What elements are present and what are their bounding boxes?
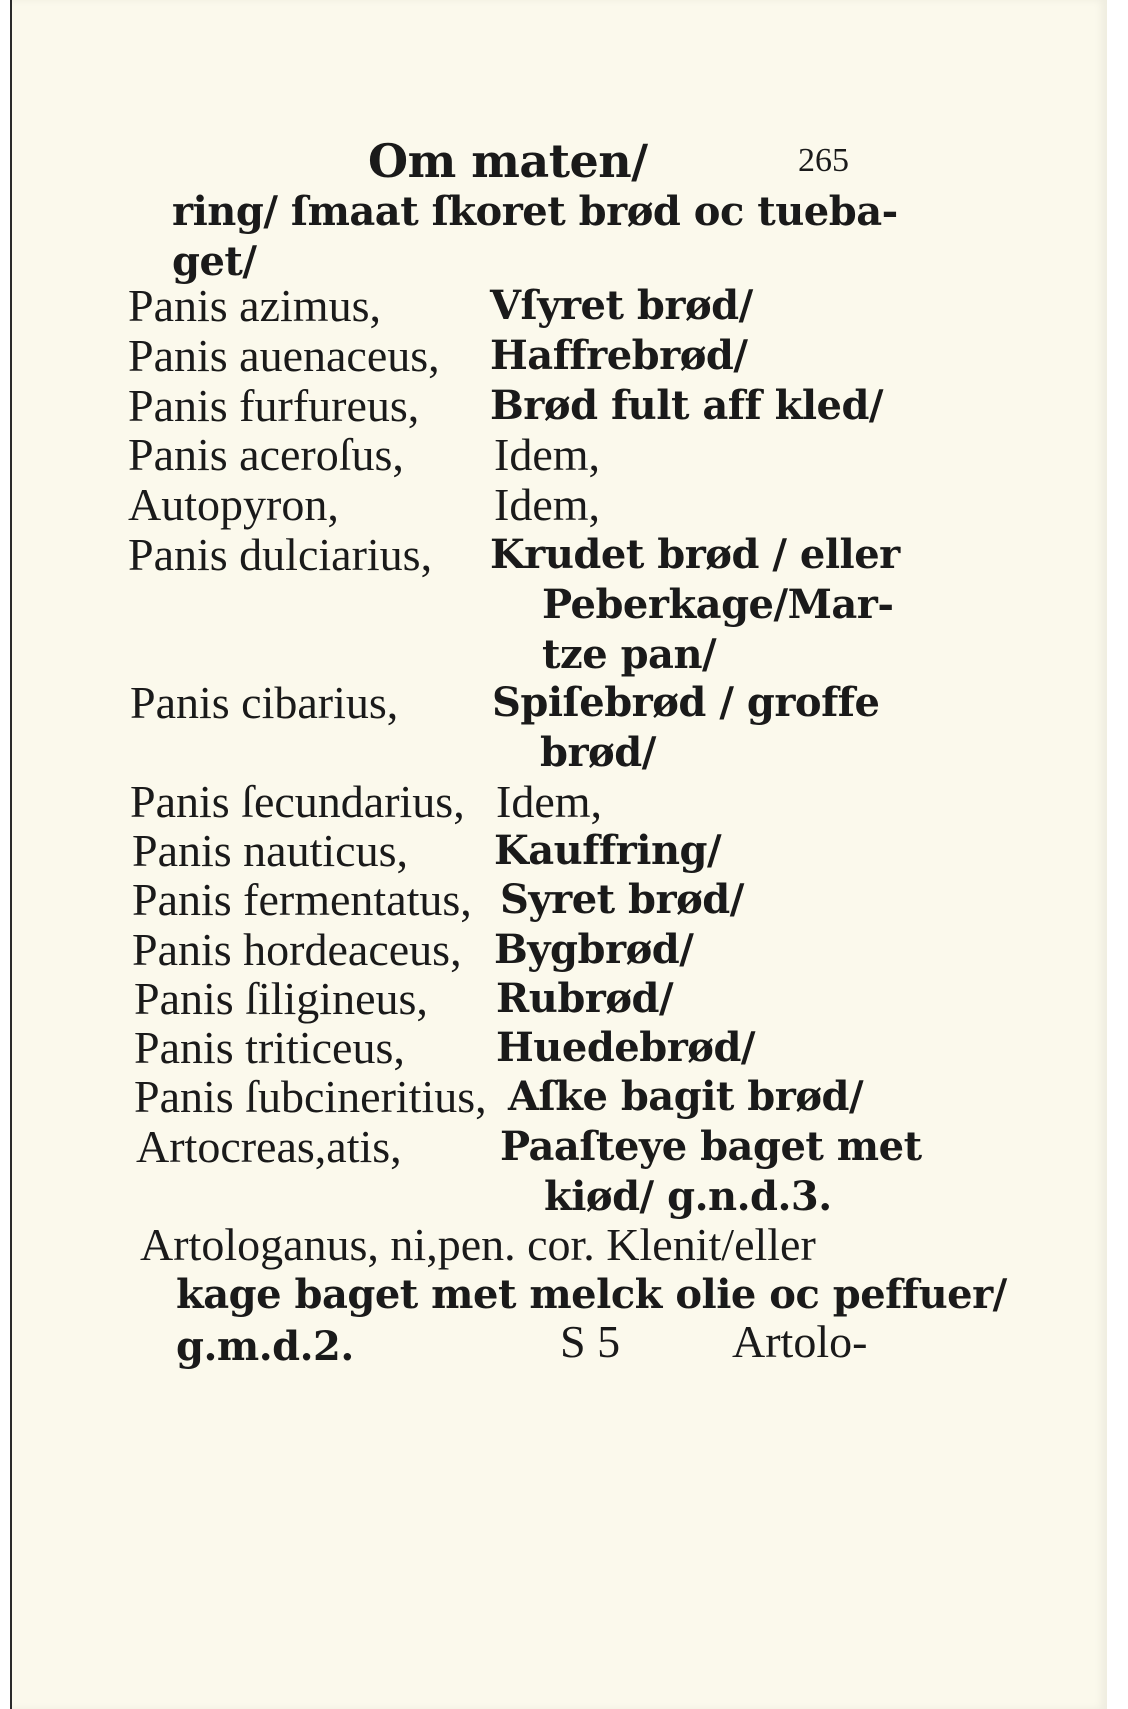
- entry-latin-nauticus: Panis nauticus,: [132, 825, 408, 876]
- entry-danish-azimus: Vſyret brød/: [490, 282, 753, 329]
- entry-danish-fermentatus: Syret brød/: [500, 876, 744, 923]
- entry-latin-hordeaceus: Panis hordeaceus,: [132, 924, 462, 975]
- entry-latin-artocreas: Artocreas,atis,: [136, 1121, 402, 1172]
- intro-line-1: ring/ ſmaat ſkoret brød oc tueba-: [172, 188, 898, 235]
- entry-danish-artocreas-2: kiød/ g.n.d.3.: [544, 1173, 832, 1220]
- entry-latin-secundarius: Panis ſecundarius,: [130, 776, 465, 827]
- entry-danish-dulciarius-3: tze pan/: [542, 631, 717, 678]
- closing-line-2: kage baget met melck olie oc peffuer/: [176, 1271, 1007, 1318]
- entry-danish-nauticus: Kauffring/: [494, 827, 722, 874]
- entry-danish-hordeaceus: Bygbrød/: [494, 926, 694, 973]
- entry-latin-siligineus: Panis ſiligineus,: [134, 973, 428, 1024]
- entry-latin-furfureus: Panis furfureus,: [128, 380, 420, 431]
- signature-mark: S 5: [560, 1316, 621, 1367]
- entry-danish-dulciarius-2: Peberkage/Mar-: [542, 581, 894, 628]
- closing-line-3: g.m.d.2.: [176, 1323, 354, 1370]
- entry-danish-artocreas-1: Paaſteye baget met: [500, 1123, 922, 1170]
- entry-danish-secundarius: Idem,: [496, 776, 603, 827]
- entry-latin-triticeus: Panis triticeus,: [134, 1022, 405, 1073]
- intro-line-2: get/: [172, 238, 257, 285]
- entry-latin-azimus: Panis azimus,: [128, 280, 381, 331]
- entry-danish-subcineritius: Aſke bagit brød/: [508, 1073, 864, 1120]
- closing-line-1: Artologanus, ni,pen. cor. Klenit/eller: [140, 1219, 816, 1270]
- entry-latin-autopyron: Autopyron,: [128, 479, 339, 530]
- entry-latin-acerosus: Panis aceroſus,: [128, 429, 404, 480]
- entry-danish-cibarius-2: brød/: [540, 729, 656, 776]
- entry-danish-cibarius-1: Spiſebrød / groffe: [492, 679, 880, 726]
- entry-latin-auenaceus: Panis auenaceus,: [128, 330, 440, 381]
- entry-danish-auenaceus: Haffrebrød/: [490, 332, 748, 379]
- running-title: Om maten/: [368, 134, 648, 188]
- entry-latin-cibarius: Panis cibarius,: [130, 677, 399, 728]
- entry-latin-subcineritius: Panis ſubcineritius,: [134, 1071, 487, 1122]
- entry-latin-dulciarius: Panis dulciarius,: [128, 529, 433, 580]
- entry-danish-furfureus: Brød fult aff kled/: [490, 382, 884, 429]
- entry-danish-dulciarius-1: Krudet brød / eller: [490, 531, 900, 578]
- entry-latin-fermentatus: Panis fermentatus,: [132, 874, 472, 925]
- entry-danish-autopyron: Idem,: [494, 479, 601, 530]
- entry-danish-triticeus: Huedebrød/: [496, 1024, 756, 1071]
- page-number: 265: [798, 142, 849, 179]
- catchword: Artolo-: [732, 1316, 868, 1367]
- entry-danish-acerosus: Idem,: [494, 429, 601, 480]
- entry-danish-siligineus: Rubrød/: [496, 975, 674, 1022]
